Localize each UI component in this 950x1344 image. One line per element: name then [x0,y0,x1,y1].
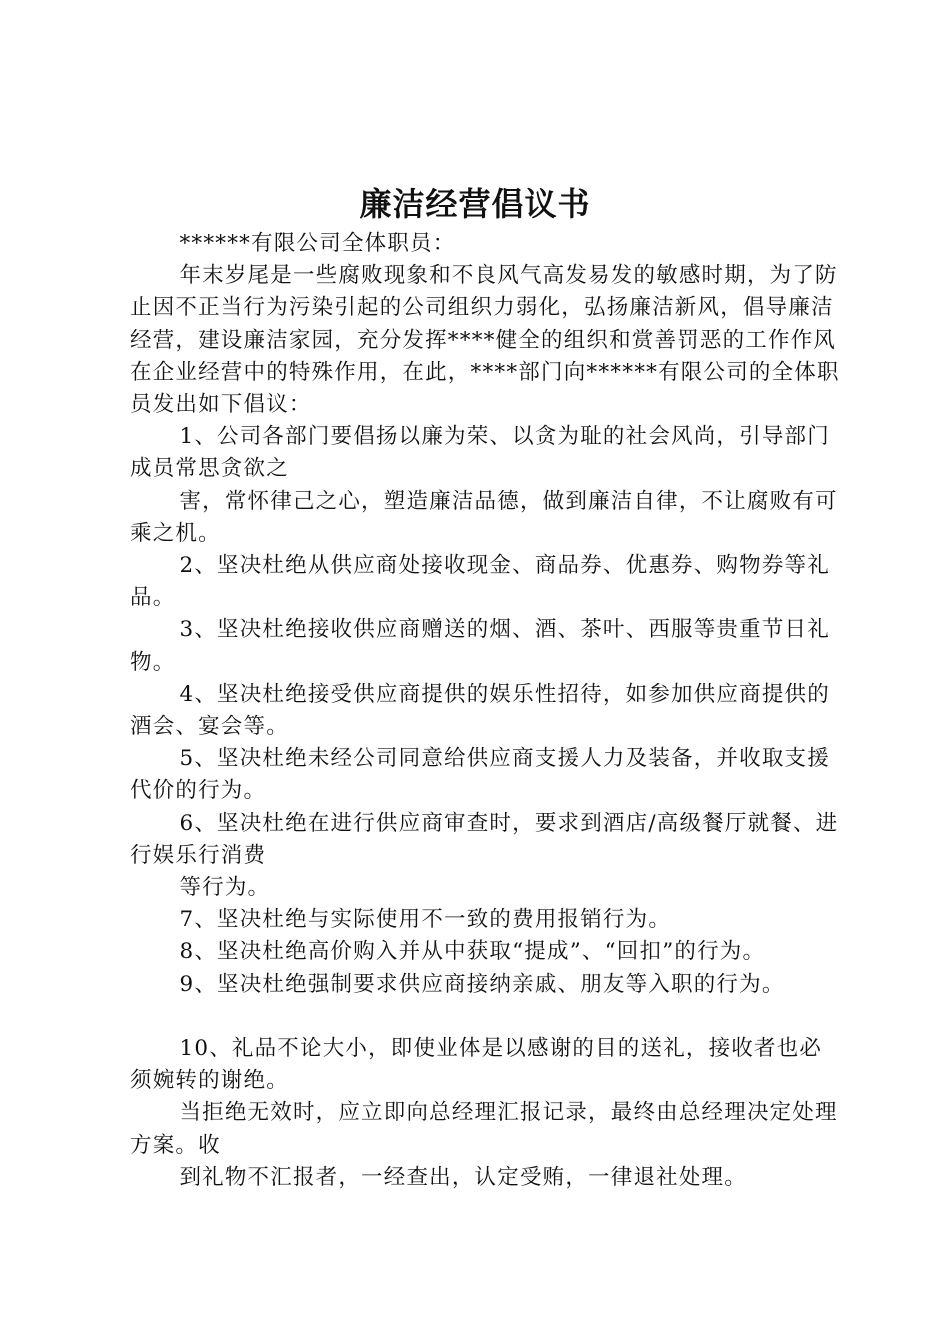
document-title: 廉洁经营倡议书 [359,185,591,223]
paragraph-item-6: 6、坚决杜绝在进行供应商审查时，要求到酒店/高级餐厅就餐、进行娱乐行消费 [130,810,839,868]
paragraph-intro: 年末岁尾是一些腐败现象和不良风气高发易发的敏感时期，为了防止因不正当行为污染引起的公司组织力弱化，弘扬廉洁新风，倡导廉洁经营，建设廉洁家园，充分发挥****健全的组织和赏善罚恶的工作作风在企业经营中的特殊作用，在此，****部门向******有限公司的全体职员发出如下倡议： [130,263,840,418]
paragraph-item-1: 1、公司各部门要倡扬以廉为荣、以贪为耻的社会风尚，引导部门成员常思贪欲之 [130,424,830,482]
paragraph-item-4: 4、坚决杜绝接受供应商提供的娱乐性招待，如参加供应商提供的酒会、宴会等。 [130,681,830,740]
paragraph-item-7: 7、坚决杜绝与实际使用不一致的费用报销行为。 [179,907,672,933]
document-body [130,228,842,1194]
paragraph-item-9: 9、坚决杜绝强制要求供应商接纳亲戚、朋友等入职的行为。 [179,971,785,997]
paragraph-item-2: 2、坚决杜绝从供应商处接收现金、商品券、优惠券、购物券等礼品。 [130,553,830,611]
paragraph-item-6-cont: 等行为。 [179,875,271,901]
paragraph-item-1-cont: 害，常怀律己之心，塑造廉洁品德，做到廉洁自律，不让腐败有可乘之机。 [130,488,838,546]
paragraph-item-8: 8、坚决杜绝高价购入并从中获取“提成”、“回扣”的行为。 [179,939,766,965]
paragraph-item-3: 3、坚决杜绝接收供应商赠送的烟、酒、茶叶、西服等贵重节日礼物。 [130,617,830,675]
paragraph-item-5: 5、坚决杜绝未经公司同意给供应商支援人力及装备，并收取支援代价的行为。 [130,746,830,804]
paragraph-item-10-end: 到礼物不汇报者，一经查出，认定受贿，一律退社处理。 [179,1164,747,1190]
paragraph-item-10-cont: 当拒绝无效时，应立即向总经理汇报记录，最终由总经理决定处理方案。收 [130,1100,838,1158]
paragraph-item-10: 10、礼品不论大小，即使业体是以感谢的目的送礼，接收者也必须婉转的谢绝。 [130,1036,823,1094]
paragraph-spacer [130,1001,842,1033]
salutation: ******有限公司全体职员： [179,231,456,256]
